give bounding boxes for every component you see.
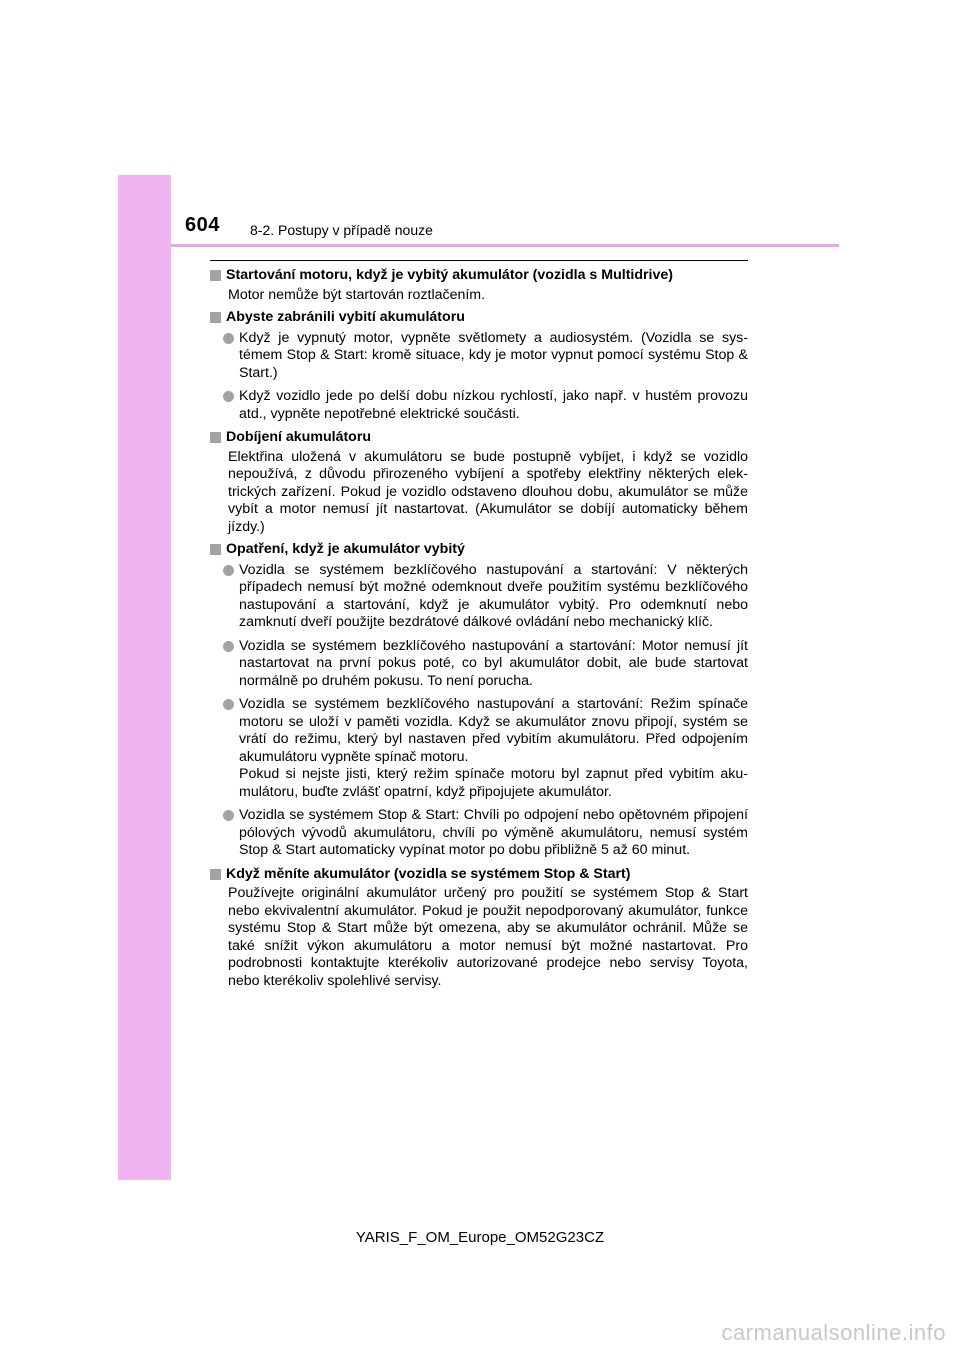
list-item [223,388,748,423]
square-bullet-icon [210,432,221,443]
list-item [223,696,748,801]
circle-bullet-icon [223,565,234,576]
circle-bullet-icon [223,641,234,652]
circle-bullet-icon [223,391,234,402]
section-multidrive-start [210,267,748,304]
list-item-text: Vozidla se systémem Stop & Start: Chvíli po odpojení nebo opětovném připojení pólových vývodů akumulátoru, chvíli po výměně akumulátoru, nemusí systém Stop & Start automaticky vypínat motor po dobu přibližně 5 až 60 minut. [239,807,748,858]
section-heading [210,267,748,285]
section-heading [210,866,748,884]
section-paragraph: Motor nemůže být startován roztlačením. [228,286,486,303]
list-item [223,330,748,383]
section-heading [210,309,748,327]
section-paragraph: Elektřina uložená v akumulátoru se bude postupně vybíjet, i když se vozidlo nepoužívá, z důvodu přirozeného vybíjení a spotřeby elektřiny některých elektrických zařízení. Pokud je vozidlo odstaveno dlouhou dobu, akumulátor se může vybít a motor nemusí jít nastartovat. (Akumulátor se dobíjí automaticky během jízdy.) [228,448,748,535]
square-bullet-icon [210,544,221,555]
circle-bullet-icon [223,810,234,821]
page-content [210,267,748,995]
heading-text: Opatření, když je akumulátor vybitý [226,541,465,557]
section-heading [210,541,748,559]
heading-text: Když měníte akumulátor (vozidla se systémem Stop & Start) [226,865,631,882]
list-item-text: Vozidla se systémem bezklíčového nastupování a startování: Režim spínače motoru se uloží v paměti vozidla. Když se akumulátor znovu připojí, systém se vrátí do režimu, který byl nastaven před vybitím akumulátoru. Před odpojením akumulátoru vypněte spínač motoru. Pokud si nejste jisti, který režim spínače motoru byl zapnut před vybitím akumulátoru, buďte zvlášť opatrní, když připojujete akumulátor. [239,696,748,800]
list-item-text: Když je vypnutý motor, vypněte světlomety a audiosystém. (Vozidla se systémem Stop & Start: kromě situace, kdy je motor vypnut pomocí systému Stop & Start.) [239,329,748,381]
document-footer: YARIS_F_OM_Europe_OM52G23CZ [355,1229,605,1246]
list-item [223,562,748,632]
watermark: carmanualsonline.info [721,1320,946,1345]
square-bullet-icon [210,869,221,880]
list-item-text: Vozidla se systémem bezklíčového nastupování a startování: Motor nemusí jít nastartovat na první pokus poté, co byl akumulátor dobit, ale bude startovat normálně po druhém pokusu. To není porucha. [239,637,748,689]
section-title: 8-2. Postupy v případě nouze [250,222,433,238]
heading-text: Dobíjení akumulátoru [226,429,372,445]
content-top-rule [210,260,748,261]
circle-bullet-icon [223,699,234,710]
list-item-text: Vozidla se systémem bezklíčového nastupování a startování: V některých případech nemusí být možné odemknout dveře použitím systému bezklíčového nastupování a startování, když je akumulátor vybitý. Pro odemknutí nebo zamknutí dveří použijte bezdrátové dálkové ovládání nebo mechanický klíč. [239,561,748,630]
list-item [223,638,748,691]
list-item-text: Když vozidlo jede po delší dobu nízkou rychlostí, jako např. v hustém provozu atd., vypněte nepotřebné elektrické součásti. [239,388,748,422]
circle-bullet-icon [223,333,234,344]
chapter-side-band [118,175,171,1180]
header-divider [171,244,839,247]
page-number: 604 [185,214,220,236]
section-heading [210,429,748,447]
section-prevent-discharge [210,309,748,423]
square-bullet-icon [210,270,221,281]
section-discharged-battery [210,541,748,860]
heading-text: Abyste zabránili vybití akumulátoru [226,309,465,325]
section-battery-charging [210,429,748,536]
heading-text: Startování motoru, když je vybitý akumulátor (vozidla s Multidrive) [226,267,673,283]
list-item [223,807,748,860]
square-bullet-icon [210,312,221,323]
section-paragraph: Používejte originální akumulátor určený pro použití se systémem Stop & Start nebo ekvivalentní akumulátor. Pokud je použit nepodporovaný akumulátor, funkce systému Stop & Start může být omezena, aby se akumulátor ochránil. Může se také snížit výkon akumulátoru a motor nemusí být možné nastartovat. Pro podrobnosti kontaktujte kterékoliv autorizované prodejce nebo servisy Toyota, nebo kterékoliv spolehlivé servisy. [228,885,748,989]
section-battery-replacement [210,866,748,991]
